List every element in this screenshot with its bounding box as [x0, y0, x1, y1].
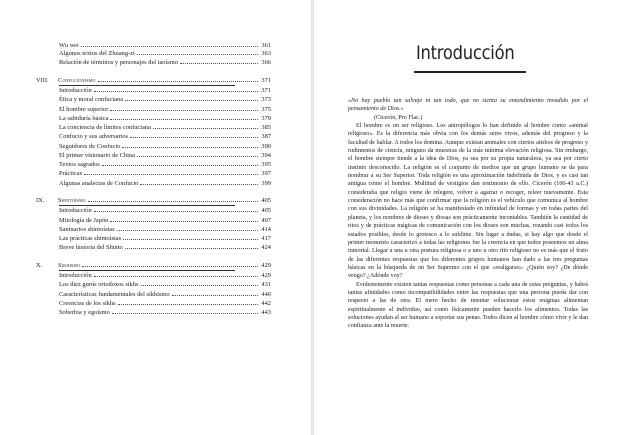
toc-entry: [59, 106, 271, 114]
toc-entry-title: Santuarios shintoístas: [59, 225, 115, 233]
toc-leader-dots: [125, 247, 258, 249]
toc-entry-page: 417: [261, 235, 271, 243]
toc-entry: [59, 207, 271, 215]
toc-chapter-page: 429: [261, 262, 271, 270]
toc-entry: [59, 87, 271, 95]
toc-leader-dots: [110, 109, 258, 111]
toc-entry-title: Las prácticas shintoístas: [59, 235, 122, 243]
toc-entry-title: El hombre superior: [59, 105, 109, 113]
toc-chapter-number: VIII.: [36, 77, 49, 85]
toc-entry: [59, 42, 271, 50]
toc-leader-dots: [112, 312, 258, 314]
toc-chapter-rule: [59, 270, 235, 271]
toc-leader-dots: [140, 183, 258, 185]
toc-entry: [59, 133, 271, 141]
toc-leader-dots: [88, 200, 258, 202]
toc-entry-title: Introducción: [59, 87, 92, 95]
toc-entry-title: Los diez gurús ortodoxos sikhs: [59, 281, 139, 289]
toc-entry: [59, 244, 271, 252]
toc-entry-title: Prácticas: [59, 170, 83, 178]
toc-entry-title: La conciencia de límites confuciana: [59, 124, 151, 132]
toc-entry-page: 397: [261, 170, 271, 178]
toc-entry-page: 394: [261, 151, 271, 159]
toc-chapter-title: Confucionismo: [58, 77, 96, 85]
toc-entry: [59, 115, 271, 123]
toc-entry: [59, 124, 271, 132]
toc-entry: [59, 152, 271, 160]
toc-entry: [59, 291, 271, 299]
toc-entry: [59, 143, 271, 151]
toc-chapter-rule: [59, 85, 235, 86]
toc-entry: [59, 180, 271, 188]
toc-entry-title: Introducción: [59, 207, 92, 215]
toc-entry-page: 363: [261, 50, 271, 58]
toc-leader-dots: [118, 303, 258, 305]
toc-entry-title: Wu wei: [59, 42, 79, 49]
toc-leader-dots: [122, 146, 258, 148]
toc-entry: [59, 161, 271, 169]
toc-entry-page: 385: [261, 124, 271, 132]
toc-entry-title: Ética y moral confuciana: [59, 96, 124, 104]
toc-entry: [59, 235, 271, 243]
introduction-text: [348, 97, 588, 331]
toc-entry-title: Creencias de los sikhs: [59, 299, 116, 307]
toc-entry-page: 366: [261, 58, 271, 66]
toc-entry: [59, 59, 271, 67]
toc-entry-page: 424: [261, 244, 271, 252]
toc-chapter-page: 371: [261, 77, 271, 85]
toc-leader-dots: [84, 173, 258, 175]
toc-leader-dots: [180, 62, 258, 64]
toc-leader-dots: [94, 90, 258, 92]
toc-entry: [59, 170, 271, 178]
toc-entry-title: Mitología de Japón: [59, 216, 109, 224]
toc-entry-page: 375: [261, 105, 271, 113]
toc-leader-dots: [94, 275, 258, 277]
epigraph: «No hay pueblo tan salvaje ni tan todo, que no sienta su entendimiento invadido por el pensamiento de Dios.»: [348, 98, 588, 113]
toc-chapter-title: Shintoísmo: [58, 197, 86, 205]
toc-leader-dots: [110, 220, 258, 222]
toc-entry-title: Algunos textos del Zhuang-zi: [59, 50, 135, 58]
toc-entry-title: Introducción: [59, 272, 92, 280]
toc-entry-title: Textos sagrados: [59, 161, 100, 169]
toc-chapter-number: IX.: [36, 197, 45, 205]
toc-entry-page: 373: [261, 96, 271, 104]
toc-entry-page: 379: [261, 114, 271, 122]
toc-entry: [59, 272, 271, 280]
toc-entry-page: 407: [261, 216, 271, 224]
toc-leader-dots: [153, 127, 258, 129]
toc-entry-page: 443: [261, 309, 271, 317]
toc-leader-dots: [102, 164, 258, 166]
toc-entry: [59, 217, 271, 225]
toc-leader-dots: [117, 229, 258, 231]
toc-entry-title: Algunas analectas de Confucio: [59, 179, 139, 187]
toc-chapter-rule: [59, 205, 235, 206]
toc-entry-page: 431: [261, 281, 271, 289]
toc-entry-page: 387: [261, 133, 271, 141]
toc-entry-title: Relación de términos y personajes del taoísmo: [59, 58, 178, 66]
toc-entry-title: Características fundamentales del sikhismo: [59, 290, 170, 298]
toc-entry: [59, 300, 271, 308]
toc-leader-dots: [130, 136, 258, 138]
toc-entry-title: Soberbia y egoísmo: [59, 309, 110, 317]
toc-entry-title: Confucio y sus adversarios: [59, 133, 129, 141]
toc-entry-page: 442: [261, 299, 271, 307]
toc-entry: [59, 281, 271, 289]
left-page-toc: [0, 0, 311, 435]
toc-entry-page: 414: [261, 225, 271, 233]
chapter-heading: Introducción: [416, 42, 515, 64]
toc-leader-dots: [94, 210, 258, 212]
heading-underline: [414, 71, 526, 73]
toc-entry-title: Seguidores de Confucio: [59, 142, 121, 150]
paragraph-1: El hombre es un ser religioso. Los antropólogos lo han definido al hombre como «animal religioso». Es la diferencia más obvia con los demás seres vivos, además del progreso y la facultad de hablar. A todos los domina. Aunque existan animales con ciertos atisbos de progreso y rudimentos de ciencia, ninguno da muestras de la más mínima elevación religiosa. Sin embargo, el hombre siempre tiende a la idea de Dios, ya sea por su propia naturaleza, ya sea por cierto instinto desconocido. La religión es el conjunto de medios que un grupo humano se da para nombrar a su Ser Superior. Toda religión es una aproximación indefinida de Dios, y es casi tan antigua como el hombre. Multitud de vestigios dan testimonio de ello. Cicerón (106-43 a.C.) consideraba que religio viene de relegere, volver a agarrar o recoger, releer nuevamente. Esta consideración no hace más que confirmar que la religión es el vehículo que comunica al hombre con sus divinidades. La religión se ha manifestado en infinidad de formas y en todas partes del planeta, y los nombres de dioses y diosas son prácticamente incontables. También la cantidad de ritos y de prácticas mágicas de comunicación con los dioses son muchas, rozando casi todos los estados posibles, desde lo grotesco a lo sublime. Sin lugar a dudas, si hay algo que desde el primer momento caracterizó a todas las religiones fue la creencia en que todos poseemos un alma inmortal. Llegar a una u otra postura religiosa o a uno u otro rito religioso no es más que el fruto de las diferentes respuestas que los diferentes grupos humanos han dado a las tres preguntas básicas en la búsqueda de un Ser Supremo con el que «realigarse»: ¿Quién soy? ¿De dónde vengo? ¿Adónde voy?: [348, 123, 588, 280]
toc-leader-dots: [110, 118, 258, 120]
toc-entry-page: 440: [261, 290, 271, 298]
toc-chapter-page: 405: [261, 197, 271, 205]
epigraph-citation: (Cicerón, Pro Flac.): [374, 114, 423, 121]
toc-leader-dots: [82, 265, 258, 267]
toc-entry-page: 429: [261, 272, 271, 280]
toc-leader-dots: [125, 99, 258, 101]
toc-entry: [59, 309, 271, 317]
toc-entry-page: 390: [261, 142, 271, 150]
paragraph-2: Evidentemente existen tantas respuestas como personas a cada una de estas preguntas, y habrá tantas afinidades como incompatibilidades entre las respuestas que una persona pueda dar con respecto a las de otra. El mero hecho de intentar solucionar estos enigmas alimentan espiritualmente al individuo, así como físicamente pueden hacerlo los alimentos. Todas las soluciones ayudan al ser humano a soportar sus penas. Todos dicen al hombre cómo vivir y le dan confianza ante la muerte.: [348, 281, 588, 330]
toc-entry-page: 361: [261, 42, 271, 49]
toc-entry: [59, 226, 271, 234]
toc-leader-dots: [123, 238, 258, 240]
toc-entry-page: 399: [261, 179, 271, 187]
toc-entry-page: 405: [261, 207, 271, 215]
toc-entry-title: La sabiduría básica: [59, 114, 109, 122]
toc-entry-title: Breve historia del Shinto: [59, 244, 123, 252]
toc-leader-dots: [172, 294, 258, 296]
right-page-introduction: [314, 0, 624, 435]
toc-entry: [59, 50, 271, 58]
toc-entry-page: 371: [261, 87, 271, 95]
toc-leader-dots: [141, 284, 258, 286]
toc-leader-dots: [137, 53, 258, 55]
toc-entry: [59, 96, 271, 104]
toc-leader-dots: [137, 155, 258, 157]
toc-leader-dots: [81, 45, 258, 47]
toc-entry-title: El primer visionario de China: [59, 151, 135, 159]
toc-entry-page: 395: [261, 161, 271, 169]
toc-chapter-number: X.: [36, 262, 43, 270]
toc-chapter-title: Sikhismo: [58, 262, 81, 270]
toc-leader-dots: [98, 80, 258, 82]
